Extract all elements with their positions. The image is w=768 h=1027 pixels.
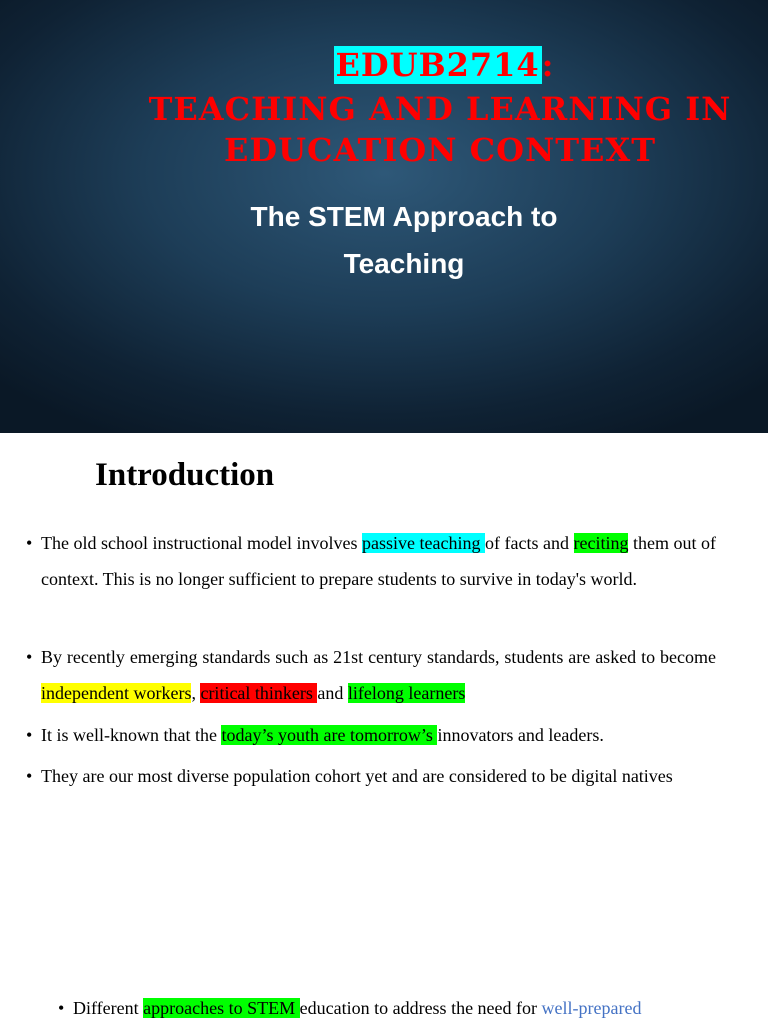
subtitle-line1: The STEM Approach to bbox=[250, 201, 558, 232]
bullet-dot: • bbox=[26, 725, 33, 745]
bullet-item bbox=[26, 718, 716, 754]
text-run: The old school instructional model involves bbox=[41, 533, 363, 553]
text-run: of facts and bbox=[485, 533, 574, 553]
bullet-dot: • bbox=[26, 647, 33, 667]
introduction-slide bbox=[0, 433, 768, 1024]
bullet-text bbox=[41, 718, 716, 754]
bullet-dot: • bbox=[26, 766, 33, 786]
bullet-item bbox=[58, 991, 710, 1027]
bullet-dot: • bbox=[58, 998, 65, 1018]
text-run: and bbox=[317, 682, 348, 703]
bullet-item bbox=[26, 526, 716, 597]
highlight-critical-thinkers: critical thinkers bbox=[200, 682, 318, 703]
highlight-passive-teaching: passive teaching bbox=[362, 533, 485, 553]
title-slide bbox=[0, 0, 768, 433]
text-run: , bbox=[191, 682, 201, 703]
bullet-dot: • bbox=[26, 533, 33, 553]
highlight-reciting: reciting bbox=[573, 533, 629, 553]
blue-text-well-prepared: well-prepared bbox=[541, 998, 642, 1018]
bullet-text bbox=[41, 640, 716, 711]
course-code: EDUB2714 bbox=[335, 46, 540, 84]
bullet-item bbox=[26, 640, 716, 711]
text-run: innovators and leaders. bbox=[437, 725, 604, 745]
highlight-independent-workers: independent workers bbox=[41, 682, 192, 703]
slide-heading: Introduction bbox=[95, 457, 275, 493]
highlight-lifelong-learners: lifelong learners bbox=[347, 682, 466, 703]
slide-subtitle bbox=[20, 193, 768, 287]
subtitle-line2: Teaching bbox=[343, 248, 465, 279]
bullet-text: They are our most diverse population cohort yet and are considered to be digital natives bbox=[41, 766, 673, 786]
highlight-todays-youth: today’s youth are tomorrow’s bbox=[221, 725, 438, 745]
highlight-approaches-to-stem: approaches to STEM bbox=[143, 998, 300, 1018]
bullet-item bbox=[26, 759, 716, 795]
course-code-title bbox=[60, 46, 768, 84]
text-run: It is well-known that the bbox=[41, 725, 222, 745]
bullet-text bbox=[73, 991, 710, 1027]
text-run: them out of context. This is no longer sufficient to prepare students to survive in today's world. bbox=[41, 533, 716, 589]
text-run: Different bbox=[73, 998, 144, 1018]
course-title-line1: TEACHING AND LEARNING IN bbox=[148, 90, 732, 128]
text-run: education to address the need for bbox=[299, 998, 542, 1018]
course-colon: : bbox=[541, 46, 555, 84]
bullet-text bbox=[41, 526, 716, 597]
course-title-line2: EDUCATION CONTEXT bbox=[223, 131, 657, 169]
text-run: By recently emerging standards such as 21st century standards, students are asked to become bbox=[41, 647, 716, 667]
